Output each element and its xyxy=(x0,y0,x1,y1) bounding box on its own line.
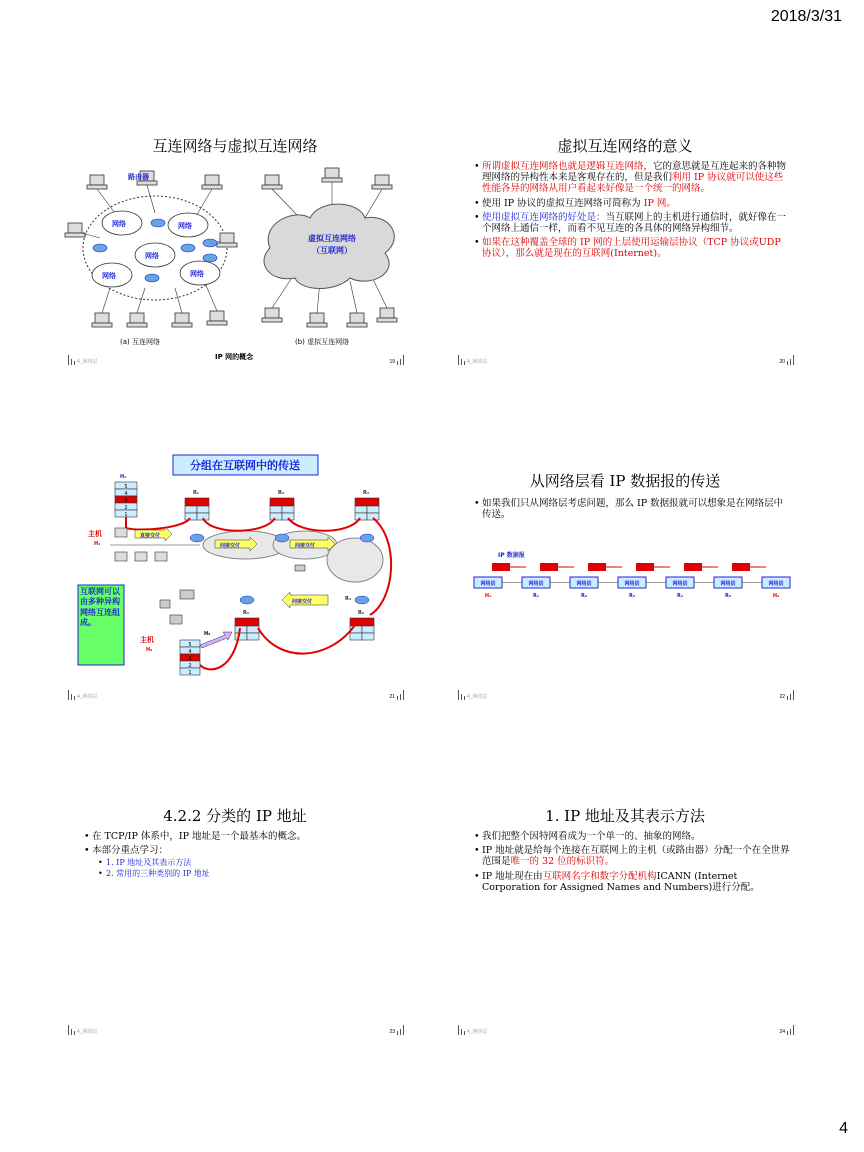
network-layer-label: 网络层 xyxy=(576,581,592,587)
slide-title: 虚拟互连网络的意义 xyxy=(557,137,693,155)
slide-footer-left xyxy=(458,355,488,365)
course-label: 4_网络层 xyxy=(77,359,98,365)
network-layer-label: 网络层 xyxy=(720,581,736,587)
slide-number: 24 xyxy=(779,1029,785,1035)
bullet: • 使用虚拟互连网络的好处是：当互联网上的主机进行通信时，就好像在一个网络上通信一样，而看不见互连的各具体的网络异构细节。 xyxy=(474,212,790,234)
net-label: 网络 xyxy=(145,252,159,260)
slide-number: 19 xyxy=(389,359,395,365)
bullet: • 如果我们只从网络层考虑问题，那么 IP 数据报就可以想象是在网络层中传送。 xyxy=(474,498,790,520)
cloud-label: 虚拟互连网络 xyxy=(308,234,356,243)
page-number: 4 xyxy=(839,1120,848,1137)
slide-title: 1. IP 地址及其表示方法 xyxy=(545,807,705,825)
bullet-list xyxy=(84,831,400,881)
svg-text:间接交付: 间接交付 xyxy=(295,543,316,549)
svg-text:1: 1 xyxy=(124,512,128,518)
slide-footer-left xyxy=(458,690,488,700)
course-label: 4_网络层 xyxy=(77,1029,98,1035)
node-label: R₂ xyxy=(580,593,588,599)
network-layer-label: 网络层 xyxy=(480,581,496,587)
router-icon xyxy=(203,254,217,262)
cloud-label-sub: （互联网） xyxy=(312,246,352,255)
slide-footer-left xyxy=(68,1025,98,1035)
network-layer-label: 网络层 xyxy=(528,581,544,587)
network-layer-diagram xyxy=(468,547,808,607)
course-label: 4_网络层 xyxy=(467,1029,488,1035)
host-h2-stack xyxy=(140,631,210,676)
slide-footer-right xyxy=(389,1025,404,1035)
svg-text:2: 2 xyxy=(124,505,128,511)
svg-text:间接交付: 间接交付 xyxy=(292,599,313,605)
svg-text:H₂: H₂ xyxy=(204,631,211,637)
bullet: • 在 TCP/IP 体系中，IP 地址是一个最基本的概念。 xyxy=(84,831,400,842)
svg-text:R₂: R₂ xyxy=(278,490,285,496)
slide-20 xyxy=(450,115,800,365)
net-label: 网络 xyxy=(102,272,116,280)
svg-text:H₁: H₁ xyxy=(94,541,101,547)
course-label: 4_网络层 xyxy=(77,694,98,700)
bullet: • 使用 IP 协议的虚拟互连网络可简称为 IP 网。 xyxy=(474,198,790,209)
router-label: 路由器 xyxy=(128,173,149,181)
slide-footer-right xyxy=(779,355,794,365)
node-label: R₄ xyxy=(676,593,684,599)
svg-text:直接交付: 直接交付 xyxy=(140,533,161,539)
slide-title: 互连网络与虚拟互连网络 xyxy=(152,137,318,155)
bullet: • 如果在这种覆盖全球的 IP 网的上层使用运输层协议（TCP 协议或UDP协议），那么就是现在的互联网(Internet)。 xyxy=(474,237,790,259)
svg-text:R₄: R₄ xyxy=(345,596,352,602)
banner-title: 分组在互联网中的传送 xyxy=(190,459,300,472)
network-layer-label: 网络层 xyxy=(768,581,784,587)
router-icon xyxy=(151,219,165,227)
node-label: H₁ xyxy=(484,593,492,599)
caption-a: (a) 互连网络 xyxy=(120,338,160,346)
ip-datagram xyxy=(540,563,558,571)
bullet: • 本部分重点学习： • 1. IP 地址及其表示方法 • 2. 常用的三种类别的 IP 地址 xyxy=(84,845,400,878)
slide-21 xyxy=(60,450,410,700)
svg-text:3: 3 xyxy=(188,656,192,662)
network-layer-label: 网络层 xyxy=(624,581,640,587)
slide-number: 20 xyxy=(779,359,785,365)
page-date: 2018/3/31 xyxy=(770,8,842,25)
bullet-list xyxy=(474,498,790,523)
svg-text:H₂: H₂ xyxy=(146,647,153,653)
ip-datagram xyxy=(588,563,606,571)
virtual-network xyxy=(262,168,397,346)
datagram-label: IP 数据报 xyxy=(498,552,525,559)
slide-footer-left xyxy=(458,1025,488,1035)
ip-datagram xyxy=(732,563,750,571)
host-h1-stack xyxy=(115,474,137,518)
sub-bullet: • 1. IP 地址及其表示方法 xyxy=(92,858,400,867)
slide-footer-left xyxy=(68,355,98,365)
svg-text:R₆: R₆ xyxy=(358,610,365,616)
bullet: • IP 地址现在由互联网名字和数字分配机构ICANN (Internet Corporation for Assigned Names and Numbers)进行分配。 xyxy=(474,871,790,893)
svg-text:3: 3 xyxy=(124,498,128,504)
slide-footer-right xyxy=(389,355,404,365)
router-icon xyxy=(181,244,195,252)
host-label: 主机 xyxy=(88,530,102,538)
svg-text:1: 1 xyxy=(188,670,192,676)
slide-title: 4.2.2 分类的 IP 地址 xyxy=(163,807,307,825)
slide-22 xyxy=(450,450,800,700)
network-layer-label: 网络层 xyxy=(672,581,688,587)
ip-datagram xyxy=(684,563,702,571)
router-icon xyxy=(93,244,107,252)
svg-text:R₃: R₃ xyxy=(363,490,370,496)
interconnected-networks xyxy=(65,171,237,346)
figure-caption: IP 网的概念 xyxy=(215,353,254,361)
sub-bullet: • 2. 常用的三种类别的 IP 地址 xyxy=(92,869,400,878)
svg-text:R₁: R₁ xyxy=(193,490,200,496)
bullet: • 我们把整个因特网看成为一个单一的、抽象的网络。 xyxy=(474,831,790,842)
side-note: 互联网可以由多种异构网络互连组成。 xyxy=(80,587,120,628)
node-label: R₃ xyxy=(628,593,636,599)
router-icon xyxy=(145,274,159,282)
svg-text:5: 5 xyxy=(124,484,128,490)
slide-footer-right xyxy=(389,690,404,700)
svg-text:4: 4 xyxy=(124,491,128,497)
net-label: 网络 xyxy=(112,220,126,228)
bullet: • IP 地址就是给每个连接在互联网上的主机（或路由器）分配一个在全世界范围是唯一的 32 位的标识符。 xyxy=(474,845,790,867)
slide-footer-right xyxy=(779,1025,794,1035)
slide-19 xyxy=(60,115,410,365)
ip-network-concept-diagram xyxy=(60,163,410,363)
slide-number: 21 xyxy=(389,694,395,700)
slide-footer-right xyxy=(779,690,794,700)
host-label: 主机 xyxy=(140,636,154,644)
packet-transmission-diagram xyxy=(60,450,410,685)
net-label: 网络 xyxy=(190,270,204,278)
ip-datagram xyxy=(636,563,654,571)
course-label: 4_网络层 xyxy=(467,359,488,365)
bullet-list xyxy=(474,831,790,896)
node-label: H₂ xyxy=(772,593,780,599)
slide-title: 从网络层看 IP 数据报的传送 xyxy=(529,472,721,490)
slide-number: 22 xyxy=(779,694,785,700)
bullet-list xyxy=(474,161,790,263)
node-label: R₅ xyxy=(724,593,732,599)
course-label: 4_网络层 xyxy=(467,694,488,700)
svg-text:间接交付: 间接交付 xyxy=(220,543,241,549)
caption-b: (b) 虚拟互连网络 xyxy=(295,338,350,346)
slide-footer-left xyxy=(68,690,98,700)
slide-number: 23 xyxy=(389,1029,395,1035)
net-label: 网络 xyxy=(178,222,192,230)
svg-text:5: 5 xyxy=(188,642,192,648)
svg-text:H₁: H₁ xyxy=(120,474,127,480)
node-label: R₁ xyxy=(532,593,540,599)
svg-text:4: 4 xyxy=(188,649,192,655)
bullet: • 所谓虚拟互连网络也就是逻辑互连网络，它的意思就是互连起来的各种物理网络的异构性本来是客观存在的，但是我们利用 IP 协议就可以使这些性能各异的网络从用户看起来好像是一个统一的网络。 xyxy=(474,161,790,195)
router-icon xyxy=(203,239,217,247)
slide-23 xyxy=(60,785,410,1035)
svg-text:R₅: R₅ xyxy=(243,610,250,616)
svg-text:2: 2 xyxy=(188,663,192,669)
slide-24 xyxy=(450,785,800,1035)
ip-datagram xyxy=(492,563,510,571)
